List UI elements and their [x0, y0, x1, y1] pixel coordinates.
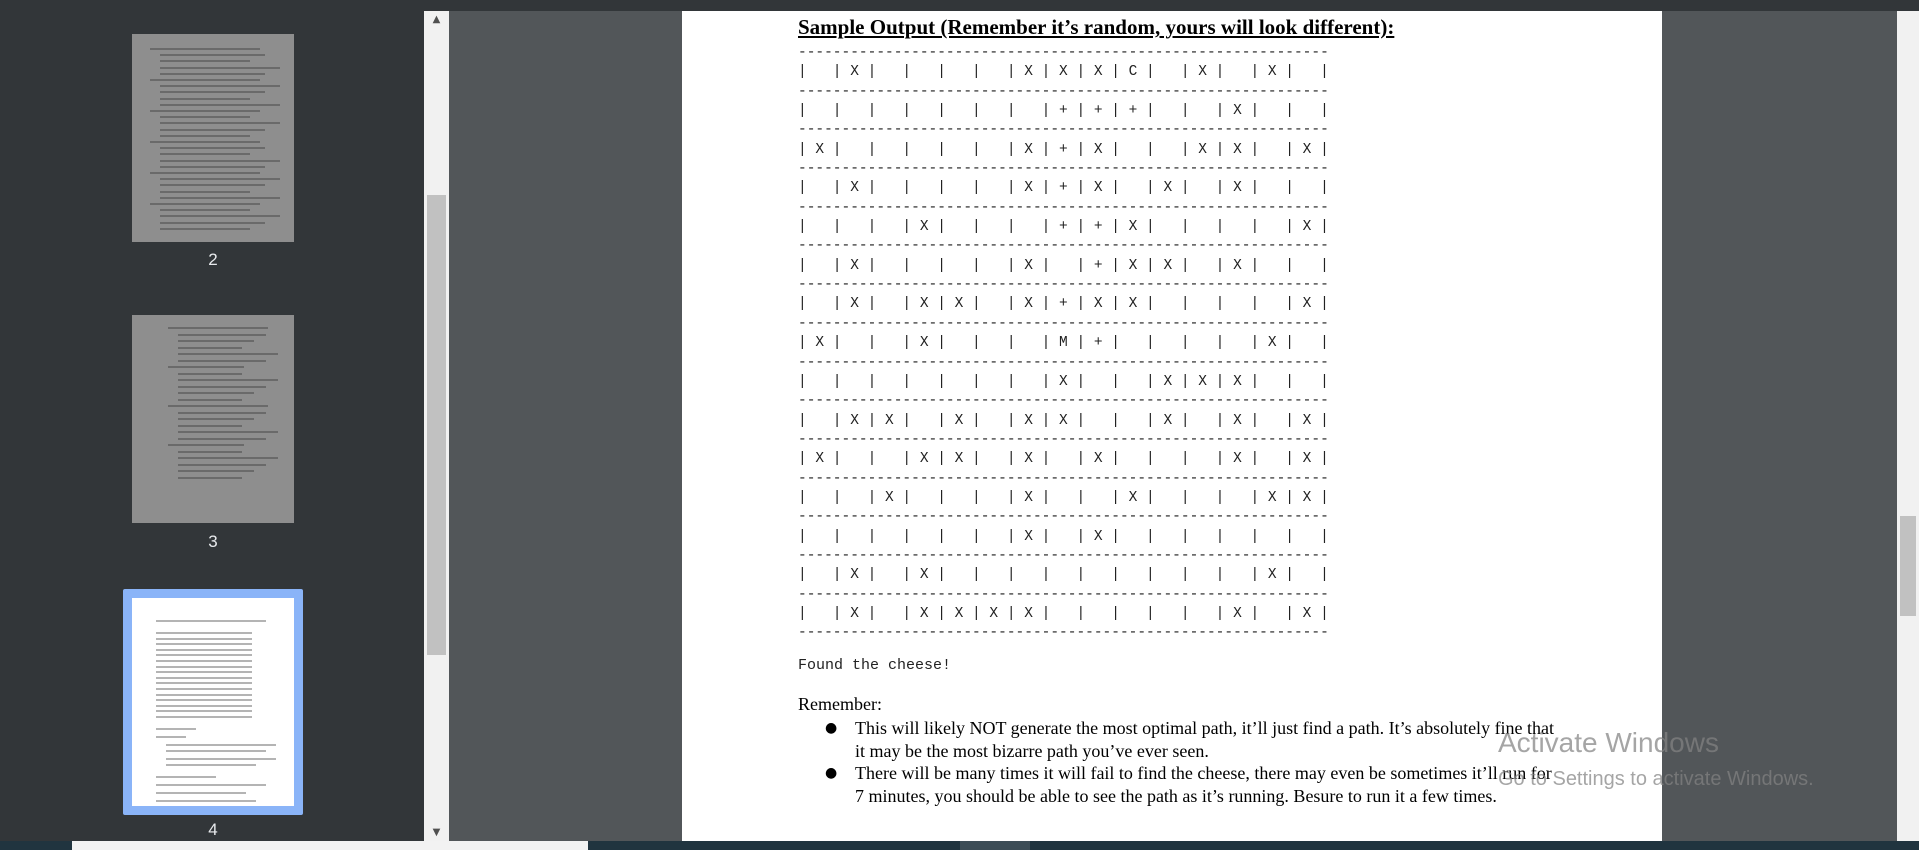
thumbnail-text-line: [178, 360, 266, 362]
top-toolbar: [0, 0, 1919, 11]
thumbnail-sidebar: [0, 11, 424, 841]
thumbnail-text-line: [160, 178, 280, 180]
grid-row: | X | | | X | | | | M | + | | | | | X | |: [798, 335, 1329, 352]
thumbnail-text-line: [168, 327, 268, 329]
grid-separator: -------------------------------------------------------------: [798, 122, 1329, 139]
thumbnail-text-line: [160, 116, 250, 118]
grid-separator: -------------------------------------------------------------: [798, 431, 1329, 448]
thumbnail-text-line: [166, 758, 276, 760]
document-viewer[interactable]: [449, 11, 1897, 841]
grid-row: | | | | | | | X | | X | | | | | | |: [798, 528, 1329, 545]
thumbnail-text-line: [156, 682, 252, 684]
grid-separator: -------------------------------------------------------------: [798, 470, 1329, 487]
list-item: [798, 717, 1558, 762]
thumbnail-image: [132, 598, 294, 806]
grid-separator: -------------------------------------------------------------: [798, 393, 1329, 410]
thumbnail-text-line: [178, 470, 254, 472]
thumbnail-text-line: [166, 764, 256, 766]
thumbnail-text-line: [160, 197, 280, 199]
thumbnail-text-line: [178, 334, 266, 336]
grid-separator: -------------------------------------------------------------: [798, 238, 1329, 255]
thumbnail-text-line: [160, 98, 250, 100]
thumbnail-text-line: [166, 744, 276, 746]
taskbar: [0, 841, 1919, 850]
thumbnail-text-line: [156, 654, 252, 656]
grid-separator: -------------------------------------------------------------: [798, 315, 1329, 332]
thumbnail-text-line: [160, 129, 265, 131]
thumbnail-text-line: [156, 660, 252, 662]
grid-row: | | | | | | | | + | + | + | | | X | | |: [798, 103, 1329, 120]
thumbnail-text-line: [160, 209, 250, 211]
thumbnail-text-line: [160, 122, 280, 124]
taskbar-app[interactable]: [960, 841, 1030, 850]
thumbnail-text-line: [156, 638, 252, 640]
thumbnail-text-line: [160, 147, 265, 149]
remember-label: Remember:: [798, 694, 882, 714]
thumbnail-text-line: [156, 705, 252, 707]
grid-row: | | X | | | | | X | + | X | | X | | X | | |: [798, 180, 1329, 197]
grid-row: | | X | | X | X | | X | + | X | X | | | | | X |: [798, 296, 1329, 313]
grid-separator: -------------------------------------------------------------: [798, 586, 1329, 603]
thumbnail-text-line: [160, 91, 265, 93]
thumbnail-text-line: [150, 203, 260, 205]
grid-separator: -------------------------------------------------------------: [798, 161, 1329, 178]
section-title: Sample Output (Remember it’s random, yours will look different):: [798, 15, 1395, 39]
thumbnail-text-line: [160, 191, 250, 193]
thumbnail-text-line: [160, 85, 280, 87]
grid-row: | | X | | | | | X | | + | X | X | | X | | |: [798, 257, 1329, 274]
document-page: [682, 11, 1662, 841]
thumbnail-text-line: [178, 418, 254, 420]
grid-row: | X | | | X | X | | X | | X | | | | X | | X |: [798, 451, 1329, 468]
grid-row: | X | | | | | | X | + | X | | | X | X | | X |: [798, 141, 1329, 158]
thumbnail-text-line: [156, 776, 216, 778]
thumbnail-text-line: [156, 699, 252, 701]
thumbnail-text-line: [168, 444, 244, 446]
thumbnail-text-line: [160, 67, 280, 69]
grid-row: | | | X | | | | X | | | X | | | | X | X |: [798, 489, 1329, 506]
thumbnail-text-line: [166, 750, 266, 752]
found-message: Found the cheese!: [798, 657, 952, 674]
thumbnail-text-line: [160, 60, 250, 62]
thumbnail-text-line: [160, 160, 280, 162]
thumbnail-text-line: [156, 620, 266, 622]
list-item-text: This will likely NOT generate the most optimal path, it’ll just find a path. It’s absolutely fine that it may be the most bizarre path you’ve ever seen.: [855, 718, 1555, 761]
sidebar-scrollbar[interactable]: [424, 11, 449, 841]
scroll-down-icon[interactable]: ▼: [432, 827, 441, 838]
sidebar-scrollbar-thumb[interactable]: [427, 195, 446, 655]
grid-separator: -------------------------------------------------------------: [798, 83, 1329, 100]
grid-separator: -------------------------------------------------------------: [798, 277, 1329, 294]
grid-separator: -------------------------------------------------------------: [798, 199, 1329, 216]
thumbnail-text-line: [178, 425, 242, 427]
grid-separator: -------------------------------------------------------------: [798, 45, 1329, 61]
thumbnail-text-line: [178, 392, 254, 394]
document-scrollbar-thumb[interactable]: [1900, 516, 1916, 616]
thumbnail-text-line: [160, 104, 280, 106]
thumbnail-page-3[interactable]: [132, 315, 294, 551]
grid-separator: -------------------------------------------------------------: [798, 625, 1329, 642]
thumbnail-text-line: [178, 477, 242, 479]
remember-list: [798, 717, 1558, 807]
thumbnail-text-line: [178, 347, 242, 349]
thumbnail-text-line: [160, 228, 250, 230]
grid-separator: -------------------------------------------------------------: [798, 354, 1329, 371]
activate-windows-title: Activate Windows: [1498, 727, 1719, 758]
list-item-text: There will be many times it will fail to find the cheese, there may even be sometimes it’ll run for 7 minutes, you should be able to see the path as it’s running. Besure to run it a few times.: [855, 763, 1552, 806]
thumbnail-text-line: [156, 800, 256, 802]
thumbnail-text-line: [168, 366, 244, 368]
thumbnail-page-4[interactable]: [132, 598, 294, 839]
thumbnail-page-number: 3: [208, 532, 218, 551]
thumbnail-text-line: [156, 716, 252, 718]
thumbnail-text-line: [160, 135, 250, 137]
thumbnail-text-line: [160, 166, 265, 168]
grid-row: | | | | | | | | X | | | X | X | X | | |: [798, 373, 1329, 390]
thumbnail-text-line: [160, 184, 265, 186]
thumbnail-text-line: [156, 632, 252, 634]
scroll-up-icon[interactable]: ▲: [432, 14, 441, 25]
thumbnail-text-line: [156, 792, 246, 794]
thumbnail-image: [132, 315, 294, 523]
thumbnail-text-line: [156, 728, 196, 730]
grid-row: | | X | | X | X | X | X | | | | | | X | | X |: [798, 605, 1329, 622]
bullet-icon: ●: [825, 720, 838, 736]
thumbnail-text-line: [178, 438, 266, 440]
thumbnail-text-line: [150, 141, 260, 143]
thumbnail-text-line: [150, 110, 260, 112]
thumbnail-page-2[interactable]: [132, 34, 294, 269]
thumbnail-text-line: [160, 222, 265, 224]
thumbnail-text-line: [178, 451, 242, 453]
thumbnail-text-line: [156, 736, 186, 738]
thumbnail-text-line: [160, 54, 265, 56]
grid-row: | | X | X | | X | | X | X | | | X | | X | | X |: [798, 412, 1329, 429]
maze-output-grid: [798, 44, 1329, 644]
thumbnail-page-number: 2: [208, 250, 218, 269]
grid-row: | | X | | | | | X | X | X | C | | X | | X | |: [798, 64, 1329, 81]
thumbnail-text-line: [168, 405, 268, 407]
grid-row: | | | | X | | | | + | + | X | | | | | X |: [798, 219, 1329, 236]
thumbnail-text-line: [156, 671, 252, 673]
bullet-icon: ●: [825, 765, 838, 781]
thumbnail-text-line: [178, 399, 242, 401]
thumbnail-text-line: [178, 457, 278, 459]
thumbnail-text-line: [178, 373, 242, 375]
thumbnail-text-line: [160, 215, 280, 217]
taskbar-search[interactable]: [72, 841, 588, 850]
thumbnail-text-line: [178, 340, 254, 342]
thumbnail-text-line: [156, 677, 252, 679]
thumbnail-text-line: [150, 79, 260, 81]
thumbnail-text-line: [156, 688, 252, 690]
thumbnail-text-line: [178, 431, 278, 433]
thumbnail-text-line: [178, 412, 266, 414]
activate-windows-subtitle: Go to Settings to activate Windows.: [1498, 768, 1814, 790]
thumbnail-text-line: [156, 666, 252, 668]
grid-separator: -------------------------------------------------------------: [798, 509, 1329, 526]
thumbnail-text-line: [156, 649, 252, 651]
thumbnail-text-line: [178, 353, 278, 355]
thumbnail-text-line: [156, 694, 252, 696]
thumbnail-text-line: [150, 172, 260, 174]
thumbnail-text-line: [178, 386, 266, 388]
list-item: [798, 762, 1558, 807]
thumbnail-page-number: 4: [208, 820, 218, 839]
thumbnail-text-line: [178, 464, 266, 466]
grid-separator: -------------------------------------------------------------: [798, 547, 1329, 564]
document-scrollbar[interactable]: [1897, 11, 1919, 841]
grid-row: | | X | | X | | | | | | | | | | X | |: [798, 567, 1329, 584]
thumbnail-text-line: [156, 643, 252, 645]
thumbnail-text-line: [160, 153, 250, 155]
thumbnail-image: [132, 34, 294, 242]
thumbnail-text-line: [150, 48, 260, 50]
thumbnail-text-line: [156, 710, 252, 712]
thumbnail-text-line: [156, 784, 266, 786]
thumbnail-text-line: [178, 379, 278, 381]
thumbnail-text-line: [160, 73, 265, 75]
